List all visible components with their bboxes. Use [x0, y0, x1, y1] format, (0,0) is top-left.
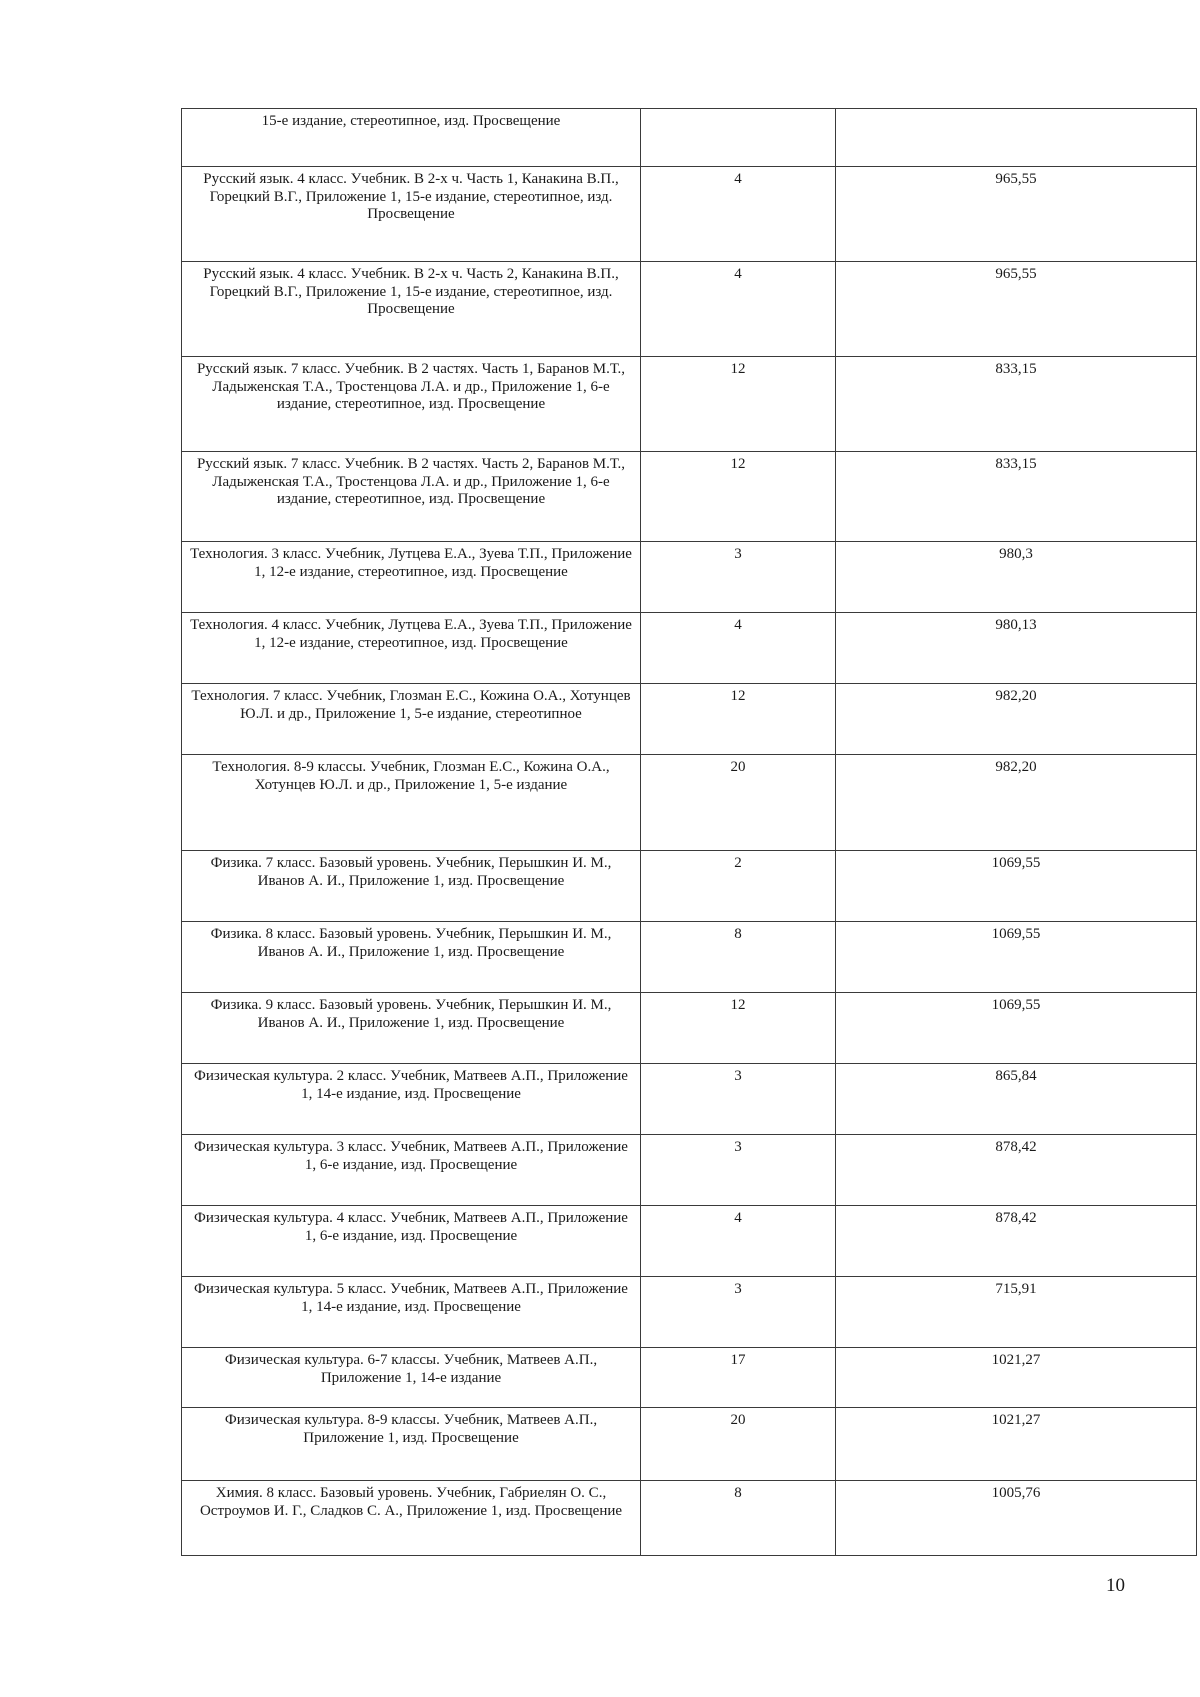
table-row [182, 452, 1197, 542]
table-row [182, 755, 1197, 851]
table-row [182, 1408, 1197, 1481]
price-cell: 982,20 [836, 684, 1197, 755]
quantity-cell: 12 [641, 357, 836, 452]
table-row [182, 993, 1197, 1064]
table-row [182, 1135, 1197, 1206]
quantity-cell: 12 [641, 993, 836, 1064]
table-row [182, 922, 1197, 993]
book-title-cell: Физическая культура. 5 класс. Учебник, Матвеев А.П., Приложение 1, 14-е издание, изд. Просвещение [182, 1277, 641, 1348]
table-row [182, 167, 1197, 262]
price-cell: 980,13 [836, 613, 1197, 684]
book-title-cell: Физика. 9 класс. Базовый уровень. Учебник, Перышкин И. М., Иванов А. И., Приложение 1, изд. Просвещение [182, 993, 641, 1064]
table-row [182, 1481, 1197, 1556]
price-cell: 878,42 [836, 1135, 1197, 1206]
table-row [182, 542, 1197, 613]
table-row [182, 1206, 1197, 1277]
table-row [182, 1064, 1197, 1135]
book-title-cell: Технология. 7 класс. Учебник, Глозман Е.С., Кожина О.А., Хотунцев Ю.Л. и др., Приложение 1, 5-е издание, стереотипное [182, 684, 641, 755]
price-cell: 965,55 [836, 167, 1197, 262]
quantity-cell: 3 [641, 1277, 836, 1348]
book-title-cell: Технология. 8-9 классы. Учебник, Глозман Е.С., Кожина О.А., Хотунцев Ю.Л. и др., Приложение 1, 5-е издание [182, 755, 641, 851]
quantity-cell: 8 [641, 1481, 836, 1556]
book-title-cell: Технология. 4 класс. Учебник, Лутцева Е.А., Зуева Т.П., Приложение 1, 12-е издание, стереотипное, изд. Просвещение [182, 613, 641, 684]
quantity-cell: 4 [641, 167, 836, 262]
price-cell: 1069,55 [836, 993, 1197, 1064]
price-cell: 833,15 [836, 357, 1197, 452]
book-title-cell: Русский язык. 4 класс. Учебник. В 2-х ч. Часть 2, Канакина В.П., Горецкий В.Г., Приложение 1, 15-е издание, стереотипное, изд. Просвещение [182, 262, 641, 357]
price-cell: 1021,27 [836, 1408, 1197, 1481]
price-cell: 865,84 [836, 1064, 1197, 1135]
book-title-cell: Физика. 8 класс. Базовый уровень. Учебник, Перышкин И. М., Иванов А. И., Приложение 1, изд. Просвещение [182, 922, 641, 993]
quantity-cell: 4 [641, 613, 836, 684]
quantity-cell [641, 109, 836, 167]
quantity-cell: 12 [641, 684, 836, 755]
table-row [182, 1277, 1197, 1348]
book-title-cell: Физика. 7 класс. Базовый уровень. Учебник, Перышкин И. М., Иванов А. И., Приложение 1, изд. Просвещение [182, 851, 641, 922]
table-row [182, 1348, 1197, 1408]
quantity-cell: 8 [641, 922, 836, 993]
table-row [182, 613, 1197, 684]
price-cell: 1005,76 [836, 1481, 1197, 1556]
price-cell: 878,42 [836, 1206, 1197, 1277]
book-title-cell: Технология. 3 класс. Учебник, Лутцева Е.А., Зуева Т.П., Приложение 1, 12-е издание, стереотипное, изд. Просвещение [182, 542, 641, 613]
book-title-cell: Физическая культура. 8-9 классы. Учебник, Матвеев А.П., Приложение 1, изд. Просвещение [182, 1408, 641, 1481]
page-number: 10 [1106, 1575, 1125, 1596]
quantity-cell: 20 [641, 1408, 836, 1481]
book-title-cell: Русский язык. 4 класс. Учебник. В 2-х ч. Часть 1, Канакина В.П., Горецкий В.Г., Приложение 1, 15-е издание, стереотипное, изд. Просвещение [182, 167, 641, 262]
price-cell: 980,3 [836, 542, 1197, 613]
book-title-cell: Физическая культура. 4 класс. Учебник, Матвеев А.П., Приложение 1, 6-е издание, изд. Просвещение [182, 1206, 641, 1277]
price-cell: 715,91 [836, 1277, 1197, 1348]
quantity-cell: 2 [641, 851, 836, 922]
quantity-cell: 12 [641, 452, 836, 542]
quantity-cell: 3 [641, 1064, 836, 1135]
price-cell: 965,55 [836, 262, 1197, 357]
table-row [182, 109, 1197, 167]
book-title-cell: Русский язык. 7 класс. Учебник. В 2 частях. Часть 1, Баранов М.Т., Ладыженская Т.А., Тростенцова Л.А. и др., Приложение 1, 6-е издание, стереотипное, изд. Просвещение [182, 357, 641, 452]
quantity-cell: 3 [641, 1135, 836, 1206]
price-cell: 982,20 [836, 755, 1197, 851]
quantity-cell: 17 [641, 1348, 836, 1408]
table-row [182, 262, 1197, 357]
textbook-table-body [182, 109, 1197, 1556]
price-cell: 1069,55 [836, 922, 1197, 993]
table-row [182, 851, 1197, 922]
price-cell: 1069,55 [836, 851, 1197, 922]
book-title-cell: Русский язык. 7 класс. Учебник. В 2 частях. Часть 2, Баранов М.Т., Ладыженская Т.А., Тростенцова Л.А. и др., Приложение 1, 6-е издание, стереотипное, изд. Просвещение [182, 452, 641, 542]
book-title-cell: Физическая культура. 6-7 классы. Учебник, Матвеев А.П., Приложение 1, 14-е издание [182, 1348, 641, 1408]
quantity-cell: 3 [641, 542, 836, 613]
price-cell: 833,15 [836, 452, 1197, 542]
price-cell [836, 109, 1197, 167]
table-row [182, 357, 1197, 452]
table-row [182, 684, 1197, 755]
book-title-cell: Химия. 8 класс. Базовый уровень. Учебник, Габриелян О. С., Остроумов И. Г., Сладков С. А., Приложение 1, изд. Просвещение [182, 1481, 641, 1556]
book-title-cell: 15-е издание, стереотипное, изд. Просвещение [182, 109, 641, 167]
price-cell: 1021,27 [836, 1348, 1197, 1408]
quantity-cell: 4 [641, 1206, 836, 1277]
textbook-table [181, 108, 1197, 1556]
quantity-cell: 20 [641, 755, 836, 851]
book-title-cell: Физическая культура. 3 класс. Учебник, Матвеев А.П., Приложение 1, 6-е издание, изд. Просвещение [182, 1135, 641, 1206]
book-title-cell: Физическая культура. 2 класс. Учебник, Матвеев А.П., Приложение 1, 14-е издание, изд. Просвещение [182, 1064, 641, 1135]
quantity-cell: 4 [641, 262, 836, 357]
